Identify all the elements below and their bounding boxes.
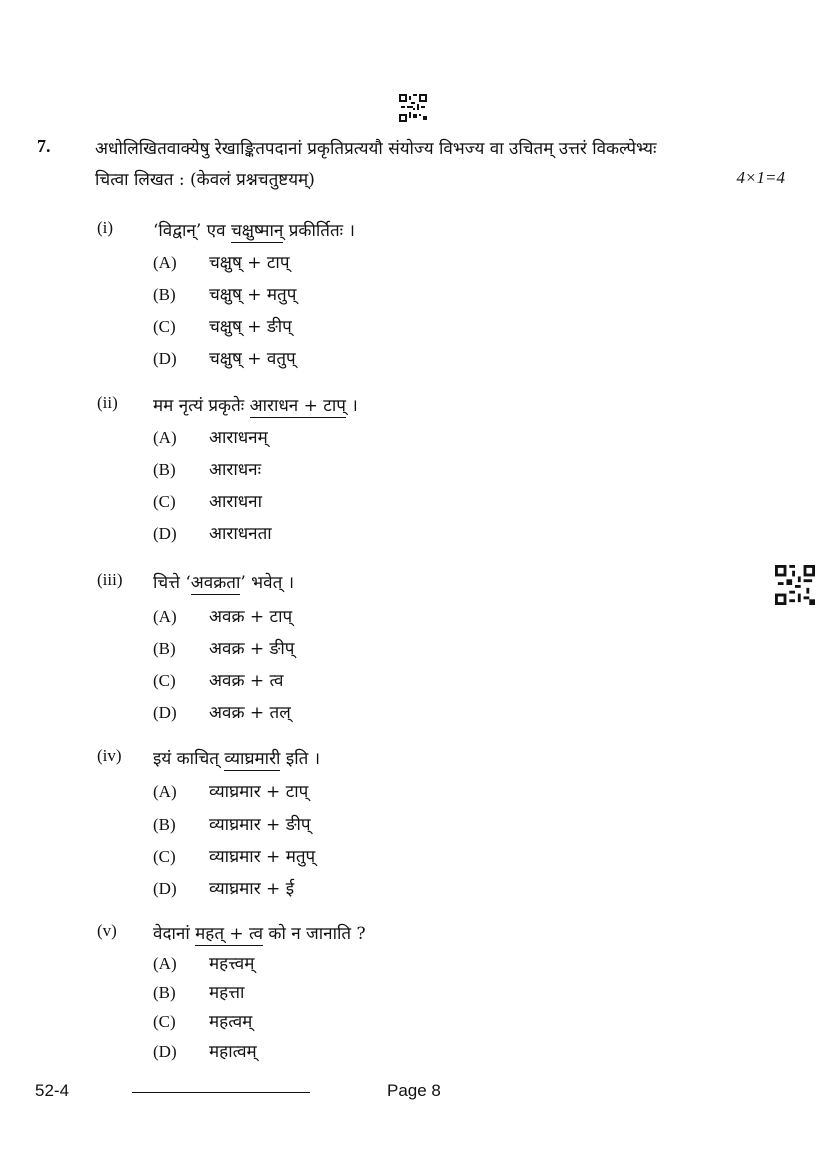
- question-marks: 4×1=4: [736, 168, 785, 187]
- option-a: [153, 250, 290, 273]
- page-number: Page 8: [387, 1081, 441, 1100]
- option-a: [153, 604, 292, 627]
- stem-text: प्रकीर्तितः ।: [283, 221, 355, 241]
- subquestion-number: (ii): [97, 393, 118, 412]
- subquestion-stem: [153, 746, 320, 769]
- option-text: महत्त्वम्: [209, 954, 255, 974]
- option-a: [153, 951, 254, 974]
- option-c: [153, 844, 315, 867]
- option-text: व्याघ्रमार + मतुप्: [209, 847, 316, 867]
- option-text: महत्वम्: [209, 1012, 253, 1032]
- option-text: चक्षुष् + टाप्: [209, 253, 290, 273]
- option-text: चक्षुष् + ङीप्: [209, 317, 292, 337]
- option-text: आराधनः: [209, 460, 262, 480]
- option-b: [153, 457, 261, 480]
- paper-code: 52-4: [35, 1081, 70, 1100]
- option-c: [153, 668, 284, 691]
- option-c: [153, 314, 292, 337]
- option-text: चक्षुष् + वतुप्: [209, 349, 296, 369]
- underlined-word: महत् + त्व: [195, 924, 264, 944]
- subquestion-number: (v): [97, 921, 117, 940]
- option-label: (B): [153, 815, 176, 834]
- stem-text: इयं काचित्: [153, 749, 225, 769]
- option-c: [153, 1009, 252, 1032]
- side-qr-code-icon: [775, 565, 815, 605]
- option-text: व्याघ्रमार + टाप्: [209, 782, 309, 802]
- option-text: अवक्र + त्व: [209, 671, 284, 691]
- subquestion-stem: [153, 570, 294, 593]
- option-text: चक्षुष् + मतुप्: [209, 285, 297, 305]
- question-number: 7.: [37, 136, 51, 156]
- subquestion-number: (iv): [97, 746, 122, 765]
- stem-text: ’ भवेत् ।: [240, 573, 295, 593]
- option-label: (C): [153, 317, 176, 336]
- option-text: अवक्र + टाप्: [209, 607, 293, 627]
- option-label: (A): [153, 428, 177, 447]
- top-qr-code-icon: [399, 94, 427, 122]
- option-label: (B): [153, 983, 176, 1002]
- option-d: [153, 876, 294, 899]
- option-text: आराधनता: [209, 524, 272, 544]
- option-label: (D): [153, 1042, 177, 1061]
- option-text: महात्वम्: [209, 1042, 257, 1062]
- option-label: (A): [153, 253, 177, 272]
- option-text: महत्ता: [209, 983, 245, 1003]
- question-instruction-line2: चित्वा लिखत : (केवलं प्रश्नचतुष्टयम्): [95, 170, 315, 190]
- stem-text: को न जानाति ?: [263, 924, 366, 944]
- option-label: (C): [153, 1012, 176, 1031]
- underlined-word: आराधन + टाप्: [249, 396, 346, 416]
- option-a: [153, 779, 308, 802]
- option-text: व्याघ्रमार + ई: [209, 879, 295, 899]
- option-b: [153, 980, 244, 1003]
- option-a: [153, 425, 268, 448]
- option-d: [153, 1039, 257, 1062]
- option-label: (C): [153, 847, 176, 866]
- option-label: (D): [153, 703, 177, 722]
- option-label: (B): [153, 639, 176, 658]
- option-text: आराधनम्: [209, 428, 268, 448]
- option-label: (D): [153, 349, 177, 368]
- stem-text: चित्ते ‘: [153, 573, 191, 593]
- option-c: [153, 489, 262, 512]
- option-label: (C): [153, 492, 176, 511]
- subquestion-number: (i): [97, 218, 114, 237]
- option-d: [153, 346, 296, 369]
- underlined-word: चक्षुष्मान्: [230, 221, 284, 241]
- option-b: [153, 812, 311, 835]
- question-instruction-line1: अधोलिखितवाक्येषु रेखाङ्कितपदानां प्रकृतिप्रत्ययौ संयोज्य विभज्य वा उचितम् उत्तरं विकल्पेभ्यः: [95, 139, 657, 159]
- underlined-word: व्याघ्रमारी: [224, 749, 281, 769]
- stem-text: वेदानां: [153, 924, 196, 944]
- option-label: (B): [153, 460, 176, 479]
- stem-text: ।: [345, 396, 358, 416]
- option-text: आराधना: [209, 492, 263, 512]
- stem-text: मम नृत्यं प्रकृतेः: [153, 396, 250, 416]
- subquestion-number: (iii): [97, 570, 123, 589]
- subquestion-stem: [153, 218, 355, 241]
- option-d: [153, 700, 291, 723]
- option-label: (A): [153, 607, 177, 626]
- option-label: (D): [153, 524, 177, 543]
- option-label: (D): [153, 879, 177, 898]
- option-text: व्याघ्रमार + ङीप्: [209, 815, 311, 835]
- option-label: (A): [153, 954, 177, 973]
- stem-text: इति ।: [280, 749, 321, 769]
- subquestion-stem: [153, 921, 366, 944]
- option-b: [153, 636, 294, 659]
- option-label: (B): [153, 285, 176, 304]
- footer-divider: [132, 1092, 310, 1093]
- option-label: (A): [153, 782, 177, 801]
- subquestion-stem: [153, 393, 358, 416]
- stem-text: ‘विद्वान्’ एव: [153, 221, 231, 241]
- option-d: [153, 521, 272, 544]
- option-label: (C): [153, 671, 176, 690]
- option-text: अवक्र + ङीप्: [209, 639, 295, 659]
- option-b: [153, 282, 296, 305]
- option-text: अवक्र + तल्: [209, 703, 291, 723]
- underlined-word: अवक्रता: [190, 573, 241, 593]
